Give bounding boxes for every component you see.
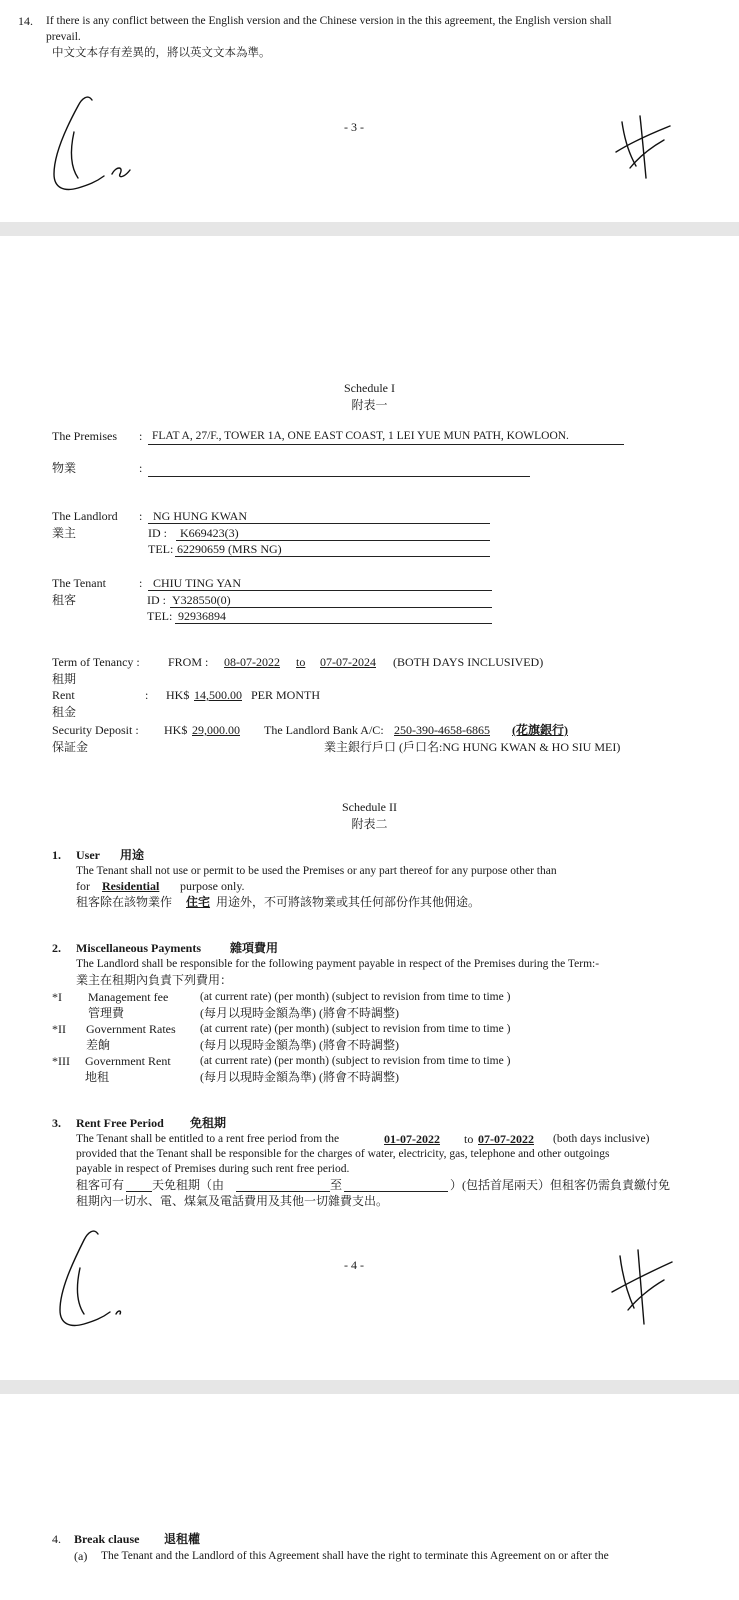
term-label: Term of Tenancy : xyxy=(52,655,140,669)
fee-name-zh: 差餉 xyxy=(86,1038,111,1052)
term-to-date: 07-07-2024 xyxy=(320,655,376,669)
misc-clause-text: The Landlord shall be responsible for the following payment payable in respect of the Premises during the Term:- xyxy=(76,958,600,970)
user-clause-title-zh: 用途 xyxy=(120,848,145,862)
page-4 xyxy=(0,236,739,1380)
tenant-tel-underline xyxy=(175,623,492,624)
premises-label: The Premises xyxy=(52,429,117,443)
rent-label-zh: 租金 xyxy=(52,705,77,719)
term-label-zh: 租期 xyxy=(52,672,77,686)
tenant-signature-icon xyxy=(52,1226,142,1336)
break-clause-title-zh: 退租權 xyxy=(164,1532,201,1546)
rent-period: PER MONTH xyxy=(251,688,321,702)
user-for: for xyxy=(76,879,90,893)
landlord-tel-underline xyxy=(175,556,490,557)
rent-free-zh-a: 租客可有 xyxy=(76,1178,125,1192)
user-zh-residential: 住宅 xyxy=(186,895,211,909)
page-5 xyxy=(0,1394,739,1600)
tenant-tel: 92936894 xyxy=(178,609,226,623)
tenant-colon: : xyxy=(139,576,143,590)
rent-colon: : xyxy=(145,688,149,702)
schedule-2-title: Schedule II xyxy=(342,800,397,814)
landlord-signature-icon xyxy=(610,112,680,182)
clause-14-text-zh: 中文文本存有差異的，將以英文文本為準。 xyxy=(52,47,271,59)
tenant-id: Y328550(0) xyxy=(172,593,231,607)
misc-clause-number: 2. xyxy=(52,941,61,955)
deposit-amount: 29,000.00 xyxy=(192,723,240,737)
fee-name-zh: 地租 xyxy=(85,1070,110,1084)
rent-free-from-blank xyxy=(236,1191,330,1192)
page-number-4: - 4 - xyxy=(344,1258,364,1272)
clause-14-number: 14. xyxy=(18,14,33,28)
schedule-1-title-zh: 附表一 xyxy=(351,398,388,412)
rent-free-from: 01-07-2022 xyxy=(384,1132,440,1146)
term-from-label: FROM : xyxy=(168,655,209,669)
page-3 xyxy=(0,0,739,222)
rent-free-title: Rent Free Period xyxy=(76,1116,164,1130)
fee-desc: (at current rate) (per month) (subject to revision from time to time ) xyxy=(200,991,511,1003)
misc-clause-text-zh: 業主在租期內負責下列費用： xyxy=(76,973,233,987)
term-to-word: to xyxy=(296,655,306,669)
user-clause-number: 1. xyxy=(52,848,61,862)
rent-free-text-post: (both days inclusive) xyxy=(553,1133,650,1145)
clause-14-text-en-cont: prevail. xyxy=(46,31,81,43)
misc-clause-title: Miscellaneous Payments xyxy=(76,941,201,955)
clause-14-text-en: If there is any conflict between the English version and the Chinese version in the this agreement, the English version shall xyxy=(46,15,612,27)
user-purpose: purpose only. xyxy=(180,879,245,893)
fee-mark: *II xyxy=(52,1022,66,1036)
tenant-id-underline xyxy=(170,607,492,608)
premises-colon: : xyxy=(139,429,143,443)
rent-free-to-word: to xyxy=(464,1132,474,1146)
term-from-date: 08-07-2022 xyxy=(224,655,280,669)
rent-free-days-blank xyxy=(126,1191,152,1192)
page-number-3: - 3 - xyxy=(344,120,364,134)
bank-label: The Landlord Bank A/C: xyxy=(264,723,384,737)
premises-zh-colon: : xyxy=(139,461,143,475)
schedule-1-title: Schedule I xyxy=(344,381,395,395)
premises-zh-underline xyxy=(148,476,530,477)
landlord-id-label: ID : xyxy=(148,526,167,540)
premises-value: FLAT A, 27/F., TOWER 1A, ONE EAST COAST, 1 LEI YUE MUN PATH, KOWLOON. xyxy=(152,430,569,442)
landlord-name-underline xyxy=(148,523,490,524)
fee-desc: (at current rate) (per month) (subject to revision from time to time ) xyxy=(200,1055,511,1067)
rent-free-number: 3. xyxy=(52,1116,61,1130)
premises-label-zh: 物業 xyxy=(52,461,77,475)
fee-desc-zh: (每月以現時金額為準) (將會不時調整) xyxy=(200,1070,399,1084)
landlord-label: The Landlord xyxy=(52,509,118,523)
landlord-id-underline xyxy=(176,540,490,541)
break-clause-text: The Tenant and the Landlord of this Agreement shall have the right to terminate this Agreement on or after the xyxy=(101,1550,609,1562)
landlord-tel: 62290659 (MRS NG) xyxy=(177,542,282,556)
rent-free-title-zh: 免租期 xyxy=(190,1116,227,1130)
fee-name: Government Rent xyxy=(85,1054,171,1068)
deposit-label: Security Deposit : xyxy=(52,723,139,737)
fee-name: Management fee xyxy=(88,990,169,1004)
rent-free-to-blank xyxy=(344,1191,448,1192)
rent-free-zh-c: 至 xyxy=(330,1178,343,1192)
landlord-tel-label: TEL: xyxy=(148,542,174,556)
tenant-id-label: ID : xyxy=(147,593,166,607)
rent-amount: 14,500.00 xyxy=(194,688,242,702)
term-note: (BOTH DAYS INCLUSIVED) xyxy=(393,655,544,669)
landlord-colon: : xyxy=(139,509,143,523)
user-residential: Residential xyxy=(102,879,160,893)
rent-free-zh-b: 天免租期（由 xyxy=(152,1178,225,1192)
rent-free-zh-d: ）(包括首尾兩天）但租客仍需負責繳付免 xyxy=(450,1178,670,1192)
fee-desc: (at current rate) (per month) (subject to revision from time to time ) xyxy=(200,1023,511,1035)
landlord-name: NG HUNG KWAN xyxy=(153,509,247,523)
misc-clause-title-zh: 雜項費用 xyxy=(230,941,279,955)
rent-label: Rent xyxy=(52,688,75,702)
break-clause-a: (a) xyxy=(74,1549,88,1563)
landlord-signature-icon xyxy=(606,1248,680,1328)
tenant-label: The Tenant xyxy=(52,576,106,590)
bank-holder: 業主銀行戶口 (戶口名:NG HUNG KWAN & HO SIU MEI) xyxy=(324,740,621,754)
deposit-currency: HK$ xyxy=(164,723,188,737)
user-zh-pre: 租客除在該物業作 xyxy=(76,895,173,909)
fee-name: Government Rates xyxy=(86,1022,176,1036)
tenant-tel-label: TEL: xyxy=(147,609,173,623)
deposit-label-zh: 保証金 xyxy=(52,740,89,754)
premises-underline xyxy=(148,444,624,445)
rent-currency: HK$ xyxy=(166,688,190,702)
schedule-2-title-zh: 附表二 xyxy=(351,817,388,831)
rent-free-text-3: payable in respect of Premises during such rent free period. xyxy=(76,1163,350,1175)
fee-desc-zh: (每月以現時金額為準) (將會不時調整) xyxy=(200,1006,399,1020)
bank-name: (花旗銀行) xyxy=(512,723,568,737)
rent-free-text-2: provided that the Tenant shall be responsible for the charges of water, electricity, gas, telephone and other outgoings xyxy=(76,1148,610,1160)
fee-desc-zh: (每月以現時金額為準) (將會不時調整) xyxy=(200,1038,399,1052)
user-zh-post: 用途外，不可將該物業或其任何部份作其他佣途。 xyxy=(216,895,481,909)
user-clause-title: User xyxy=(76,848,100,862)
landlord-label-zh: 業主 xyxy=(52,526,77,540)
landlord-id: K669423(3) xyxy=(180,526,239,540)
user-clause-text: The Tenant shall not use or permit to be used the Premises or any part thereof for any purpose other than xyxy=(76,865,557,877)
bank-account: 250-390-4658-6865 xyxy=(394,723,490,737)
break-clause-number: 4. xyxy=(52,1532,61,1546)
rent-free-to: 07-07-2022 xyxy=(478,1132,534,1146)
tenant-signature-icon xyxy=(48,92,138,197)
fee-name-zh: 管理費 xyxy=(88,1006,125,1020)
fee-mark: *III xyxy=(52,1054,70,1068)
tenant-name-underline xyxy=(148,590,492,591)
fee-mark: *I xyxy=(52,990,62,1004)
tenant-name: CHIU TING YAN xyxy=(153,576,241,590)
rent-free-text-pre: The Tenant shall be entitled to a rent free period from the xyxy=(76,1133,340,1145)
tenant-label-zh: 租客 xyxy=(52,593,77,607)
rent-free-zh-2: 租期內一切水、電、煤氣及電話費用及其他一切雜費支出。 xyxy=(76,1194,389,1208)
break-clause-title: Break clause xyxy=(74,1532,140,1546)
